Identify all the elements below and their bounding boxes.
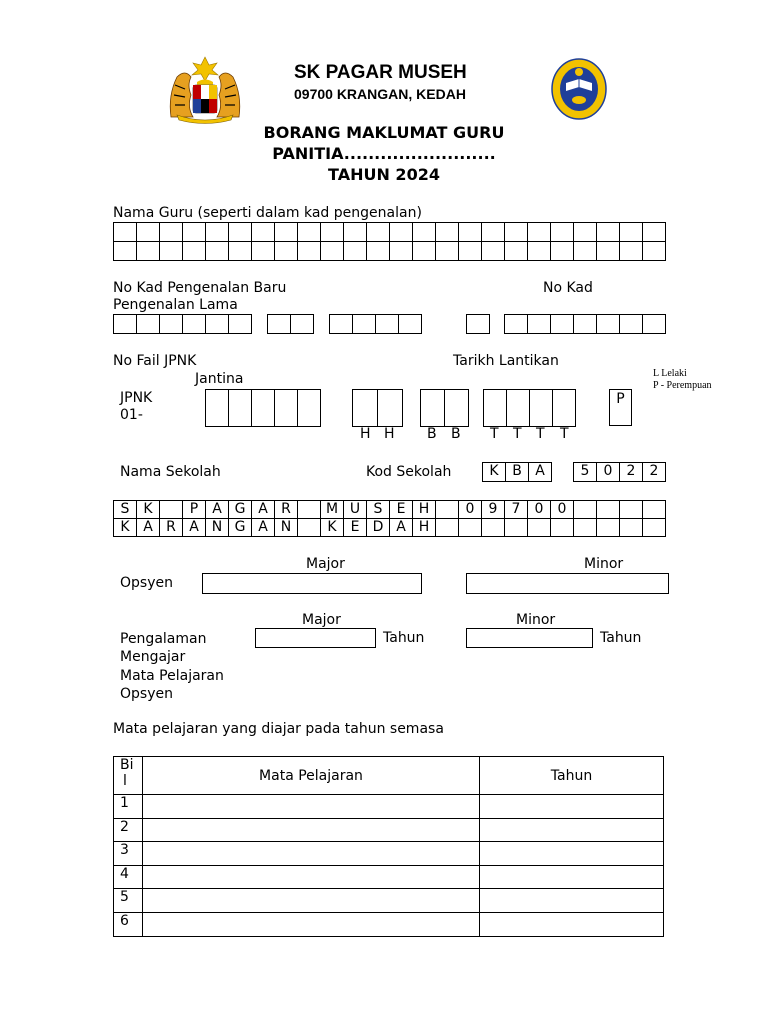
school-name: SK PAGAR MUSEH <box>294 62 467 83</box>
subject-year-cell[interactable] <box>480 865 664 889</box>
school-name-cell[interactable] <box>573 518 597 537</box>
school-name-cell[interactable] <box>596 518 620 537</box>
nama-guru-cell[interactable] <box>596 241 620 261</box>
ic-old-char-row <box>466 314 489 333</box>
date-month-cell[interactable] <box>420 389 445 427</box>
school-name-cell[interactable]: P <box>182 500 206 519</box>
kod-digit-cell[interactable]: 2 <box>642 462 666 482</box>
nama-guru-cell[interactable] <box>205 241 229 261</box>
subjects-intro: Mata pelajaran yang diajar pada tahun semasa <box>113 721 444 737</box>
tarikh-lantikan-label: Tarikh Lantikan <box>453 353 559 369</box>
school-name-cell[interactable] <box>297 518 321 537</box>
nama-guru-cell[interactable] <box>389 222 413 242</box>
school-name-grid <box>113 500 665 536</box>
nama-guru-cell[interactable] <box>642 222 666 242</box>
school-name-cell[interactable]: K <box>320 518 344 537</box>
ic-digit-row <box>329 314 421 333</box>
date-day-grid <box>352 389 402 426</box>
kod-letter-cell[interactable]: B <box>505 462 529 482</box>
jpnk-digit-cell[interactable] <box>274 389 298 427</box>
pengalaman-minor-input[interactable] <box>466 628 593 648</box>
ic-old-digit-row <box>504 314 665 333</box>
ic-new-group-1 <box>113 314 251 333</box>
date-year-row <box>483 389 575 426</box>
kod-sekolah-digits <box>573 462 665 481</box>
nama-guru-cell[interactable] <box>481 222 505 242</box>
form-title <box>234 122 534 185</box>
school-name-cell[interactable] <box>619 500 643 519</box>
subject-row-number: 4 <box>114 865 143 889</box>
school-name-cell[interactable] <box>642 518 666 537</box>
subjects-table <box>113 756 664 937</box>
ic-digit-row <box>267 314 313 333</box>
ic-old-group-1 <box>466 314 489 333</box>
date-year-cell[interactable] <box>506 389 530 427</box>
pengalaman-line-4: Opsyen <box>120 685 173 702</box>
nama-guru-cell[interactable] <box>366 222 390 242</box>
gender-legend-p: P - Perempuan <box>653 380 712 391</box>
nama-guru-cell[interactable] <box>481 241 505 261</box>
subject-row-number: 1 <box>114 795 143 819</box>
subject-name-cell[interactable] <box>143 795 480 819</box>
school-name-cell[interactable]: M <box>320 500 344 519</box>
col-year-header: Tahun <box>480 757 664 795</box>
kod-sekolah-label: Kod Sekolah <box>366 464 452 480</box>
nama-guru-cell[interactable] <box>596 222 620 242</box>
col-subject-header: Mata Pelajaran <box>143 757 480 795</box>
subject-row <box>114 818 664 842</box>
jpnk-digit-cell[interactable] <box>297 389 321 427</box>
tahun-label-major: Tahun <box>383 630 425 646</box>
ic-old-digit-cell[interactable] <box>573 314 597 334</box>
nama-guru-cell[interactable] <box>251 241 275 261</box>
school-name-cell[interactable]: E <box>343 518 367 537</box>
subject-year-cell[interactable] <box>480 842 664 866</box>
nama-guru-cell[interactable] <box>113 241 137 261</box>
nama-guru-label: Nama Guru (seperti dalam kad pengenalan) <box>113 205 422 221</box>
nama-guru-cell[interactable] <box>435 222 459 242</box>
ic-old-digit-cell[interactable] <box>642 314 666 334</box>
school-name-cell[interactable] <box>297 500 321 519</box>
school-name-cell[interactable]: A <box>251 518 275 537</box>
major-label-1: Major <box>306 556 345 572</box>
opsyen-major-input[interactable] <box>202 573 422 594</box>
nama-guru-cell[interactable] <box>182 241 206 261</box>
school-address: 09700 KRANGAN, KEDAH <box>294 86 466 102</box>
gender-legend <box>653 368 712 392</box>
nama-guru-cell[interactable] <box>366 241 390 261</box>
ic-old-digit-cell[interactable] <box>504 314 528 334</box>
nama-guru-cell[interactable] <box>619 241 643 261</box>
jpnk-digit-cell[interactable] <box>228 389 252 427</box>
ic-digit-cell[interactable] <box>290 314 314 334</box>
ic-digit-cell[interactable] <box>136 314 160 334</box>
nama-guru-grid <box>113 222 665 260</box>
school-name-cell[interactable] <box>159 500 183 519</box>
date-label: H <box>384 426 395 442</box>
minor-label-1: Minor <box>584 556 624 572</box>
school-name-cell[interactable] <box>481 518 505 537</box>
nama-guru-cell[interactable] <box>550 222 574 242</box>
date-label: T <box>536 426 545 442</box>
subject-row <box>114 865 664 889</box>
date-year-cell[interactable] <box>483 389 507 427</box>
subject-name-cell[interactable] <box>143 842 480 866</box>
form-title-year: TAHUN 2024 <box>328 165 440 184</box>
subject-row-number: 3 <box>114 842 143 866</box>
pengalaman-line-2: Mengajar <box>120 649 186 666</box>
school-name-cell[interactable] <box>527 518 551 537</box>
subject-row <box>114 842 664 866</box>
ic-old-char-cell[interactable] <box>466 314 490 334</box>
nama-guru-cell[interactable] <box>458 222 482 242</box>
jantina-label: Jantina <box>195 371 244 387</box>
kod-sekolah-letters <box>482 462 551 481</box>
ic-old-group-2 <box>504 314 665 333</box>
kod-digit-row <box>573 462 665 481</box>
school-name-cell[interactable] <box>435 500 459 519</box>
school-name-cell[interactable] <box>504 518 528 537</box>
nama-guru-cell[interactable] <box>320 241 344 261</box>
subject-name-cell[interactable] <box>143 818 480 842</box>
ic-old-label-2: Pengenalan Lama <box>113 297 238 313</box>
jpnk-prefix-2: 01- <box>120 407 143 423</box>
opsyen-label: Opsyen <box>120 575 173 591</box>
nama-guru-cell[interactable] <box>527 222 551 242</box>
nama-guru-cell[interactable] <box>297 241 321 261</box>
pengalaman-line-1: Pengalaman <box>120 631 207 647</box>
nama-guru-cell[interactable] <box>159 222 183 242</box>
school-name-cell[interactable]: A <box>251 500 275 519</box>
malaysia-coat-of-arms-logo <box>165 55 245 125</box>
ic-digit-cell[interactable] <box>398 314 422 334</box>
subject-name-cell[interactable] <box>143 865 480 889</box>
kod-letter-cell[interactable]: K <box>482 462 506 482</box>
school-name-row <box>113 518 665 536</box>
ic-digit-cell[interactable] <box>267 314 291 334</box>
pengalaman-major-input[interactable] <box>255 628 376 648</box>
pengalaman-label <box>120 630 224 703</box>
school-name-cell[interactable]: E <box>389 500 413 519</box>
subjects-body <box>114 795 664 937</box>
school-name-cell[interactable] <box>596 500 620 519</box>
tahun-label-minor: Tahun <box>600 630 642 646</box>
ic-digit-cell[interactable] <box>159 314 183 334</box>
ic-new-group-2 <box>267 314 313 333</box>
nama-guru-cell[interactable] <box>435 241 459 261</box>
date-year-cell[interactable] <box>529 389 553 427</box>
gender-value: P <box>616 391 625 407</box>
subject-row-number: 2 <box>114 818 143 842</box>
ic-old-digit-cell[interactable] <box>550 314 574 334</box>
date-year-grid <box>483 389 575 426</box>
jpnk-prefix-1: JPNK <box>120 390 153 406</box>
jpnk-digit-cell[interactable] <box>205 389 229 427</box>
subject-row <box>114 912 664 936</box>
ic-digit-cell[interactable] <box>329 314 353 334</box>
school-name-cell[interactable]: N <box>274 518 298 537</box>
ic-digit-cell[interactable] <box>352 314 376 334</box>
nama-guru-cell[interactable] <box>642 241 666 261</box>
school-name-cell[interactable] <box>458 518 482 537</box>
date-label: B <box>451 426 461 442</box>
school-name-cell[interactable]: 0 <box>527 500 551 519</box>
school-name-cell[interactable]: 0 <box>550 500 574 519</box>
school-name-cell[interactable]: G <box>228 500 252 519</box>
nama-guru-cell[interactable] <box>527 241 551 261</box>
school-name-cell[interactable]: N <box>205 518 229 537</box>
col-bil-header <box>114 757 143 795</box>
nama-guru-cell[interactable] <box>182 222 206 242</box>
nama-guru-cell[interactable] <box>412 241 436 261</box>
date-label: H <box>360 426 371 442</box>
school-name-cell[interactable]: 0 <box>458 500 482 519</box>
nama-guru-cell[interactable] <box>458 241 482 261</box>
nama-guru-cell[interactable] <box>136 222 160 242</box>
pengalaman-line-3: Mata Pelajaran <box>120 667 224 684</box>
opsyen-minor-input[interactable] <box>466 573 669 594</box>
school-name-cell[interactable]: K <box>136 500 160 519</box>
ic-old-digit-cell[interactable] <box>619 314 643 334</box>
form-title-panitia: PANITIA......................... <box>272 144 496 163</box>
jpnk-label: No Fail JPNK <box>113 353 197 369</box>
subject-name-cell[interactable] <box>143 912 480 936</box>
nama-guru-cell[interactable] <box>228 241 252 261</box>
nama-guru-row <box>113 241 665 260</box>
date-month-grid <box>420 389 468 426</box>
school-name-cell[interactable]: A <box>136 518 160 537</box>
subject-row-number: 5 <box>114 889 143 913</box>
col-bil-1: Bi <box>120 757 134 773</box>
major-label-2: Major <box>302 612 341 628</box>
date-label: T <box>490 426 499 442</box>
nama-guru-cell[interactable] <box>573 241 597 261</box>
gender-box[interactable] <box>609 389 632 426</box>
nama-guru-cell[interactable] <box>274 241 298 261</box>
nama-guru-cell[interactable] <box>228 222 252 242</box>
school-name-cell[interactable]: 7 <box>504 500 528 519</box>
school-name-cell[interactable]: D <box>366 518 390 537</box>
nama-guru-cell[interactable] <box>113 222 137 242</box>
nama-guru-cell[interactable] <box>504 241 528 261</box>
nama-guru-cell[interactable] <box>136 241 160 261</box>
subject-name-cell[interactable] <box>143 889 480 913</box>
ic-new-label: No Kad Pengenalan Baru <box>113 280 287 296</box>
nama-guru-row <box>113 222 665 241</box>
school-name-cell[interactable]: R <box>159 518 183 537</box>
subject-year-cell[interactable] <box>480 912 664 936</box>
gender-legend-l: L Lelaki <box>653 368 687 379</box>
school-name-cell[interactable]: R <box>274 500 298 519</box>
nama-guru-cell[interactable] <box>251 222 275 242</box>
kod-digit-cell[interactable]: 2 <box>619 462 643 482</box>
subjects-header-row <box>114 757 664 795</box>
jpnk-prefix <box>120 390 152 424</box>
date-label: T <box>560 426 569 442</box>
nama-guru-cell[interactable] <box>343 241 367 261</box>
nama-guru-cell[interactable] <box>389 241 413 261</box>
date-month-cell[interactable] <box>444 389 469 427</box>
jpnk-digit-row <box>205 389 320 426</box>
ic-old-label-1: No Kad <box>543 280 593 296</box>
nama-guru-cell[interactable] <box>205 222 229 242</box>
nama-guru-cell[interactable] <box>343 222 367 242</box>
col-bil-2: l <box>123 773 127 789</box>
nama-guru-cell[interactable] <box>619 222 643 242</box>
ic-digit-cell[interactable] <box>205 314 229 334</box>
date-day-cell[interactable] <box>377 389 403 427</box>
school-name-cell[interactable]: A <box>182 518 206 537</box>
nama-sekolah-label: Nama Sekolah <box>120 464 221 480</box>
ic-old-digit-cell[interactable] <box>596 314 620 334</box>
school-name-cell[interactable]: U <box>343 500 367 519</box>
kod-digit-cell[interactable]: 5 <box>573 462 597 482</box>
school-name-cell[interactable]: K <box>113 518 137 537</box>
subject-row <box>114 889 664 913</box>
ic-digit-cell[interactable] <box>228 314 252 334</box>
school-crest-logo <box>551 57 607 121</box>
subject-year-cell[interactable] <box>480 889 664 913</box>
subject-row <box>114 795 664 819</box>
subject-year-cell[interactable] <box>480 795 664 819</box>
nama-guru-cell[interactable] <box>320 222 344 242</box>
school-name-cell[interactable] <box>642 500 666 519</box>
ic-digit-cell[interactable] <box>182 314 206 334</box>
school-name-cell[interactable]: H <box>412 500 436 519</box>
kod-letter-cell[interactable]: A <box>528 462 552 482</box>
minor-label-2: Minor <box>516 612 556 628</box>
nama-guru-cell[interactable] <box>159 241 183 261</box>
school-name-cell[interactable]: H <box>412 518 436 537</box>
ic-new-group-3 <box>329 314 421 333</box>
nama-guru-cell[interactable] <box>504 222 528 242</box>
nama-guru-cell[interactable] <box>274 222 298 242</box>
school-name-cell[interactable] <box>550 518 574 537</box>
school-name-cell[interactable]: A <box>389 518 413 537</box>
school-name-cell[interactable] <box>435 518 459 537</box>
date-label: B <box>427 426 437 442</box>
school-name-row <box>113 500 665 518</box>
school-name-cell[interactable]: G <box>228 518 252 537</box>
jpnk-digit-cell[interactable] <box>251 389 275 427</box>
ic-digit-cell[interactable] <box>375 314 399 334</box>
school-name-cell[interactable]: 9 <box>481 500 505 519</box>
date-label: T <box>513 426 522 442</box>
date-day-row <box>352 389 402 426</box>
ic-digit-row <box>113 314 251 333</box>
date-day-cell[interactable] <box>352 389 378 427</box>
jpnk-grid <box>205 389 320 426</box>
nama-guru-cell[interactable] <box>550 241 574 261</box>
form-title-main: BORANG MAKLUMAT GURU <box>263 123 505 142</box>
school-name-cell[interactable] <box>619 518 643 537</box>
date-year-cell[interactable] <box>552 389 576 427</box>
kod-digit-cell[interactable]: 0 <box>596 462 620 482</box>
date-month-row <box>420 389 468 426</box>
ic-old-digit-cell[interactable] <box>527 314 551 334</box>
nama-guru-cell[interactable] <box>573 222 597 242</box>
subject-row-number: 6 <box>114 912 143 936</box>
school-name-cell[interactable]: S <box>113 500 137 519</box>
subject-year-cell[interactable] <box>480 818 664 842</box>
school-name-cell[interactable] <box>573 500 597 519</box>
school-name-cell[interactable]: A <box>205 500 229 519</box>
nama-guru-cell[interactable] <box>297 222 321 242</box>
ic-digit-cell[interactable] <box>113 314 137 334</box>
nama-guru-cell[interactable] <box>412 222 436 242</box>
kod-letter-row <box>482 462 551 481</box>
school-name-cell[interactable]: S <box>366 500 390 519</box>
